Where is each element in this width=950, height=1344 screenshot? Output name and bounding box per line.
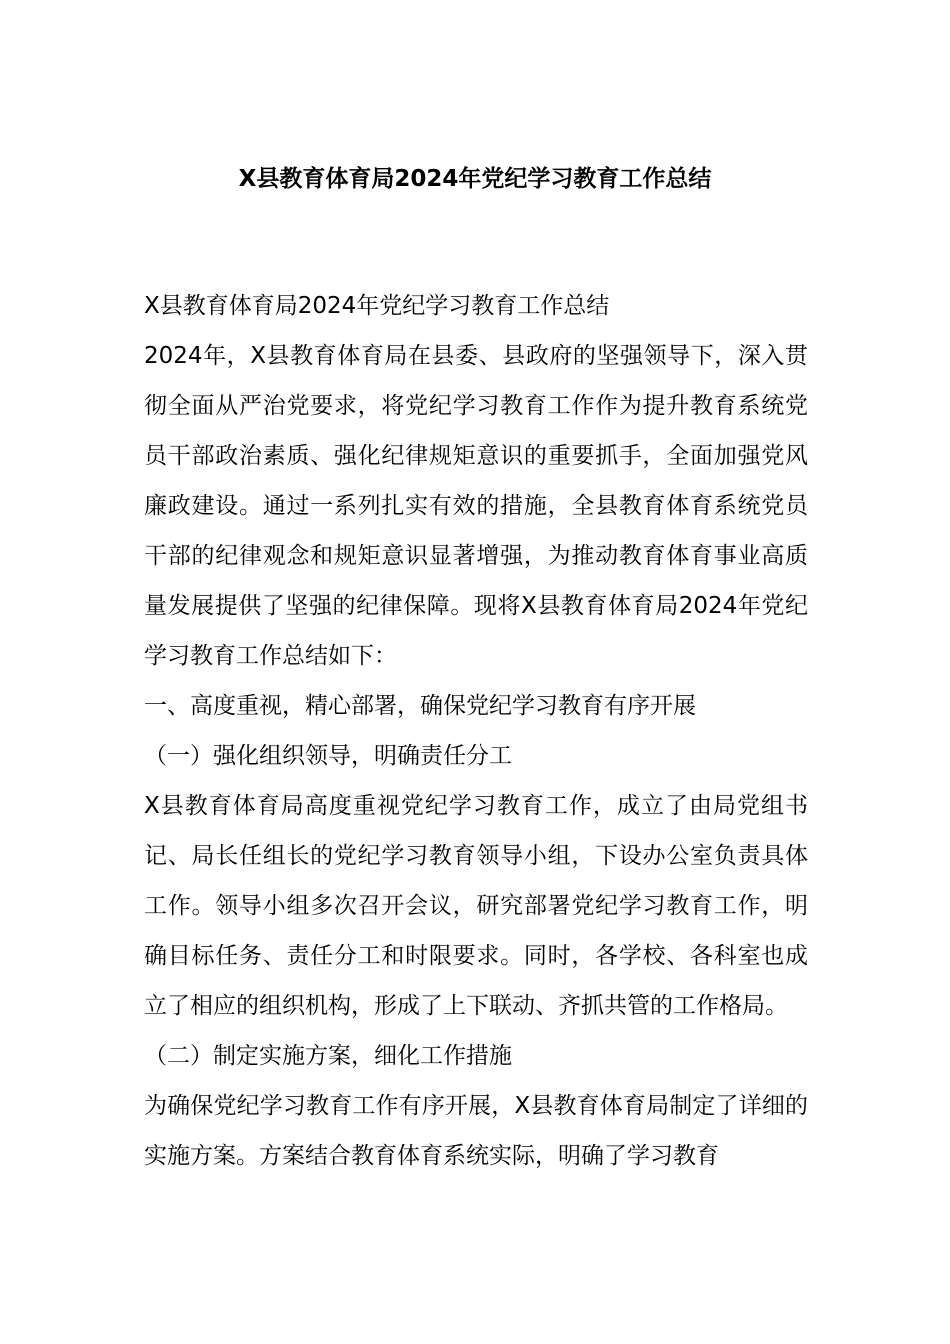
subsection-heading-2: （二）制定实施方案，细化工作措施 [144, 1043, 512, 1069]
document-title: X县教育体育局2024年党纪学习教育工作总结 [238, 166, 712, 192]
subsection-paragraph-1: X县教育体育局高度重视党纪学习教育工作，成立了由局党组书记、局长任组长的党纪学习教育领导小组，下设办公室负责具体工作。领导小组多次召开会议，研究部署党纪学习教育工作，明确目标任务、责任分工和时限要求。同时，各学校、各科室也成立了相应的组织机构，形成了上下联动、齐抓共管的工作格局。 [144, 793, 808, 1019]
section-heading-1: 一、高度重视，精心部署，确保党纪学习教育有序开展 [144, 693, 696, 719]
subsection-heading-1: （一）强化组织领导，明确责任分工 [144, 743, 512, 769]
subsection-paragraph-2: 为确保党纪学习教育工作有序开展，X县教育体育局制定了详细的实施方案。方案结合教育体育系统实际，明确了学习教育 [144, 1093, 808, 1169]
body-heading-repeat: X县教育体育局2024年党纪学习教育工作总结 [144, 293, 610, 319]
intro-paragraph: 2024年，X县教育体育局在县委、县政府的坚强领导下，深入贯彻全面从严治党要求，将党纪学习教育工作作为提升教育系统党员干部政治素质、强化纪律规矩意识的重要抓手，全面加强党风廉政建设。通过一系列扎实有效的措施，全县教育体育系统党员干部的纪律观念和规矩意识显著增强，为推动教育体育事业高质量发展提供了坚强的纪律保障。现将X县教育体育局2024年党纪学习教育工作总结如下： [144, 343, 808, 669]
document-body [144, 281, 808, 1181]
